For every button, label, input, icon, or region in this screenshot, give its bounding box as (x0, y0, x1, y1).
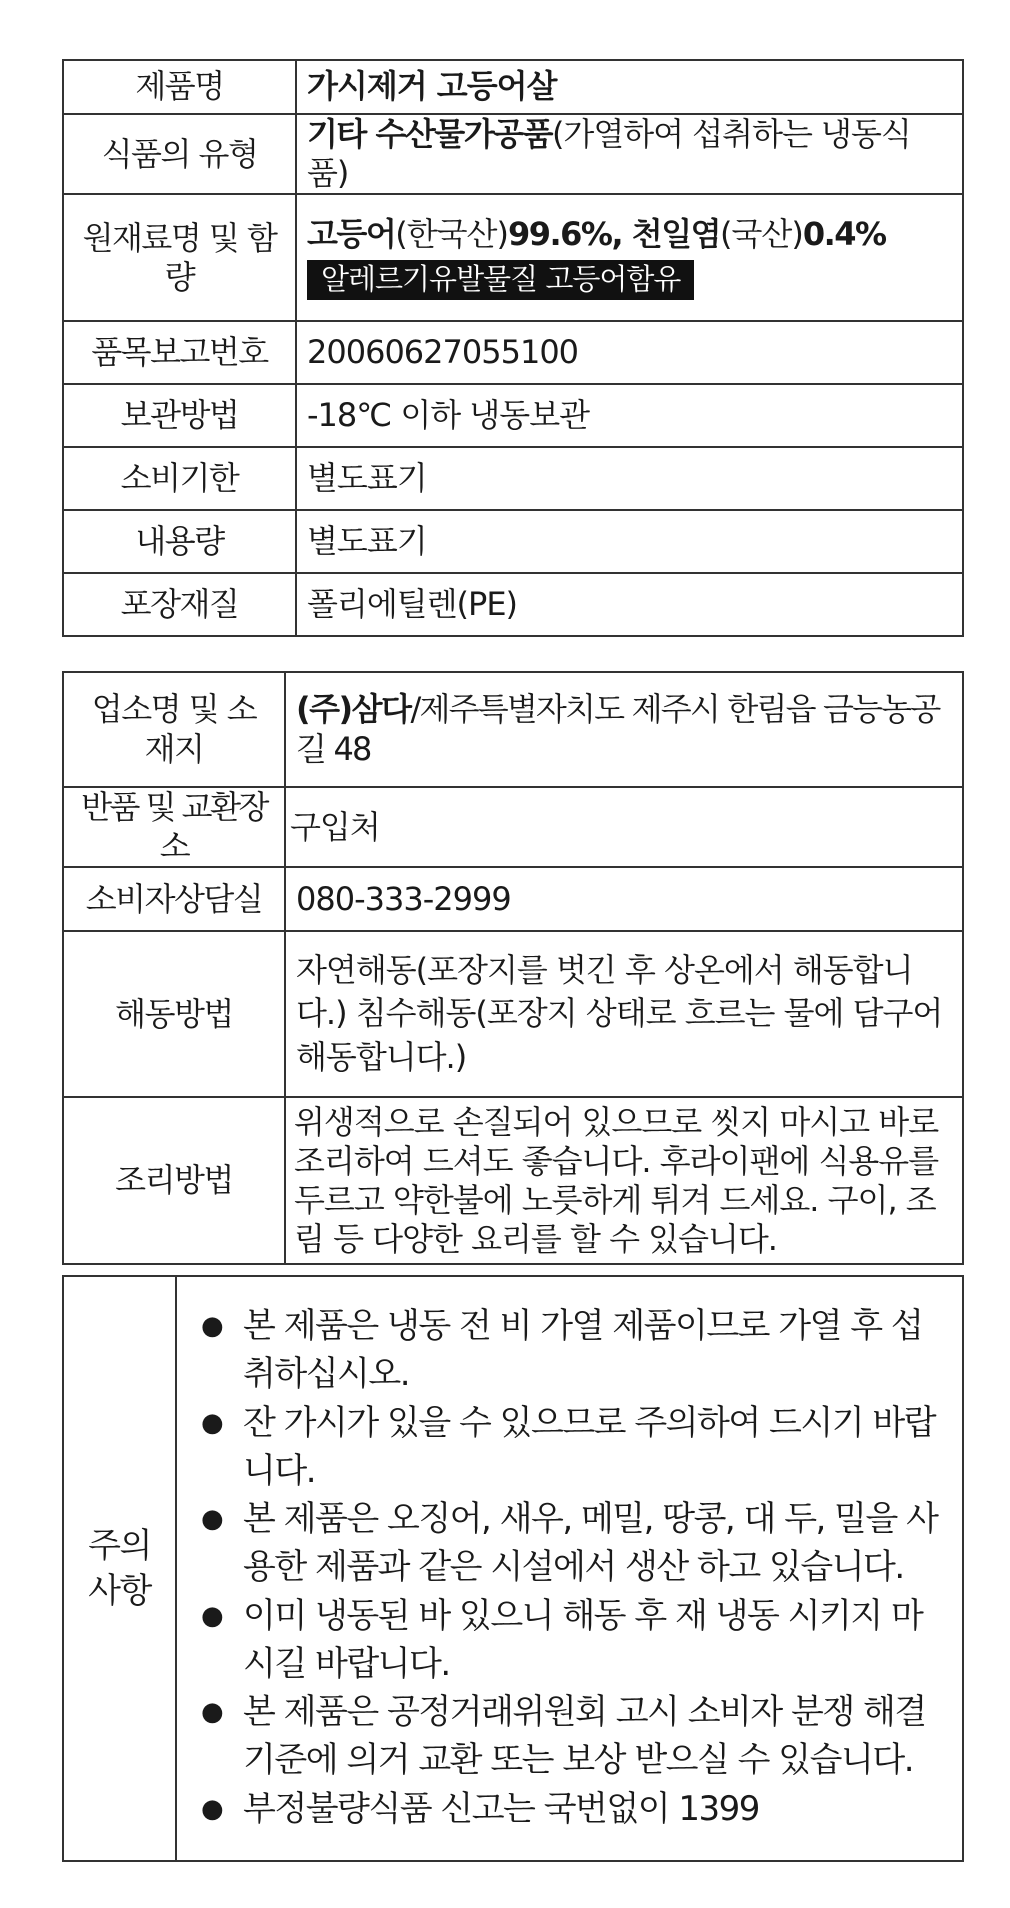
row-consumer-center (63, 867, 963, 931)
product-info-table (62, 59, 964, 637)
contents-label: 내용량 (63, 510, 296, 573)
caution-item-text: 부정불량식품 신고는 국번없이 1399 (243, 1788, 759, 1829)
caution-table (62, 1275, 964, 1862)
bullet-icon: ● (201, 1311, 223, 1342)
caution-item (201, 1688, 948, 1785)
food-type-bold: 기타 수산물가공품 (307, 115, 552, 153)
caution-item-text: 본 제품은 냉동 전 비 가열 제품이므로 가열 후 섭취하십시오. (243, 1306, 923, 1395)
caution-notes (176, 1276, 963, 1861)
consumer-center-value: 080-333-2999 (285, 867, 963, 931)
row-ingredients (63, 194, 963, 321)
product-name-value: 가시제거 고등어살 (296, 60, 963, 114)
bullet-icon: ● (201, 1407, 223, 1438)
product-name-label: 제품명 (63, 60, 296, 114)
row-report-number (63, 321, 963, 384)
allergy-badge: 알레르기유발물질 고등어함유 (307, 260, 694, 299)
caution-item (201, 1495, 948, 1592)
row-contents (63, 510, 963, 573)
cooking-label: 조리방법 (63, 1097, 285, 1264)
cooking-value: 위생적으로 손질되어 있으므로 씻지 마시고 바로 조리하여 드셔도 좋습니다. 후라이팬에 식용유를 두르고 약한불에 노릇하게 튀겨 드세요. 구이, 조림 등 다양한 요리를 할 수 있습니다. (285, 1097, 963, 1264)
caution-item-text: 본 제품은 오징어, 새우, 메밀, 땅콩, 대 두, 밀을 사용한 제품과 같은 시설에서 생산 하고 있습니다. (243, 1499, 938, 1588)
row-cooking (63, 1097, 963, 1264)
return-place-label: 반품 및 교환장소 (63, 787, 285, 867)
packaging-label: 포장재질 (63, 573, 296, 636)
company-name: (주)삼다 (296, 690, 411, 729)
bullet-icon: ● (201, 1697, 223, 1728)
ingredient-origin-2: (국산) (720, 215, 803, 254)
return-place-value: 구입처 (285, 787, 963, 867)
ingredient-origin-1: (한국산) (395, 215, 508, 254)
caution-item-text: 잔 가시가 있을 수 있으므로 주의하여 드시기 바랍니다. (243, 1402, 936, 1491)
ingredient-mackerel: 고등어 (307, 215, 396, 254)
food-type-label: 식품의 유형 (63, 114, 296, 194)
food-type-value (296, 114, 963, 194)
company-value (285, 672, 963, 787)
caution-label: 주의 사항 (63, 1276, 176, 1861)
ingredient-salt-percent: 0.4% (802, 215, 886, 254)
row-expiry (63, 447, 963, 510)
row-thawing (63, 931, 963, 1097)
row-product-name (63, 60, 963, 114)
expiry-value: 별도표기 (296, 447, 963, 510)
bullet-icon: ● (201, 1793, 223, 1824)
storage-value: -18℃ 이하 냉동보관 (296, 384, 963, 447)
packaging-value: 폴리에틸렌(PE) (296, 573, 963, 636)
storage-label: 보관방법 (63, 384, 296, 447)
bullet-icon: ● (201, 1600, 223, 1631)
row-caution (63, 1276, 963, 1861)
row-return-place (63, 787, 963, 867)
contents-value: 별도표기 (296, 510, 963, 573)
ingredients-text (307, 215, 952, 254)
row-storage (63, 384, 963, 447)
row-company (63, 672, 963, 787)
caution-item (201, 1302, 948, 1399)
company-address: /제주특별자치도 제주시 한림읍 금능농공길 48 (296, 690, 940, 768)
report-number-label: 품목보고번호 (63, 321, 296, 384)
caution-item (201, 1785, 948, 1833)
ingredients-label: 원재료명 및 함량 (63, 194, 296, 321)
report-number-value: 20060627055100 (296, 321, 963, 384)
company-info-table (62, 671, 964, 1265)
ingredients-value (296, 194, 963, 321)
bullet-icon: ● (201, 1504, 223, 1535)
food-type-rest: (가열하여 섭취하는 냉동식품) (307, 115, 911, 193)
ingredient-percent-salt: 99.6%, 천일염 (507, 215, 721, 254)
thawing-label: 해동방법 (63, 931, 285, 1097)
row-packaging (63, 573, 963, 636)
consumer-center-label: 소비자상담실 (63, 867, 285, 931)
caution-item (201, 1399, 948, 1496)
caution-item-text: 이미 냉동된 바 있으니 해동 후 재 냉동 시키지 마시길 바랍니다. (243, 1595, 923, 1684)
company-label: 업소명 및 소재지 (63, 672, 285, 787)
expiry-label: 소비기한 (63, 447, 296, 510)
row-food-type (63, 114, 963, 194)
caution-item (201, 1592, 948, 1689)
caution-item-text: 본 제품은 공정거래위원회 고시 소비자 분쟁 해결 기준에 의거 교환 또는 보상 받으실 수 있습니다. (243, 1692, 926, 1781)
thawing-value: 자연해동(포장지를 벗긴 후 상온에서 해동합니다.) 침수해동(포장지 상태로 흐르는 물에 담구어 해동합니다.) (285, 931, 963, 1097)
